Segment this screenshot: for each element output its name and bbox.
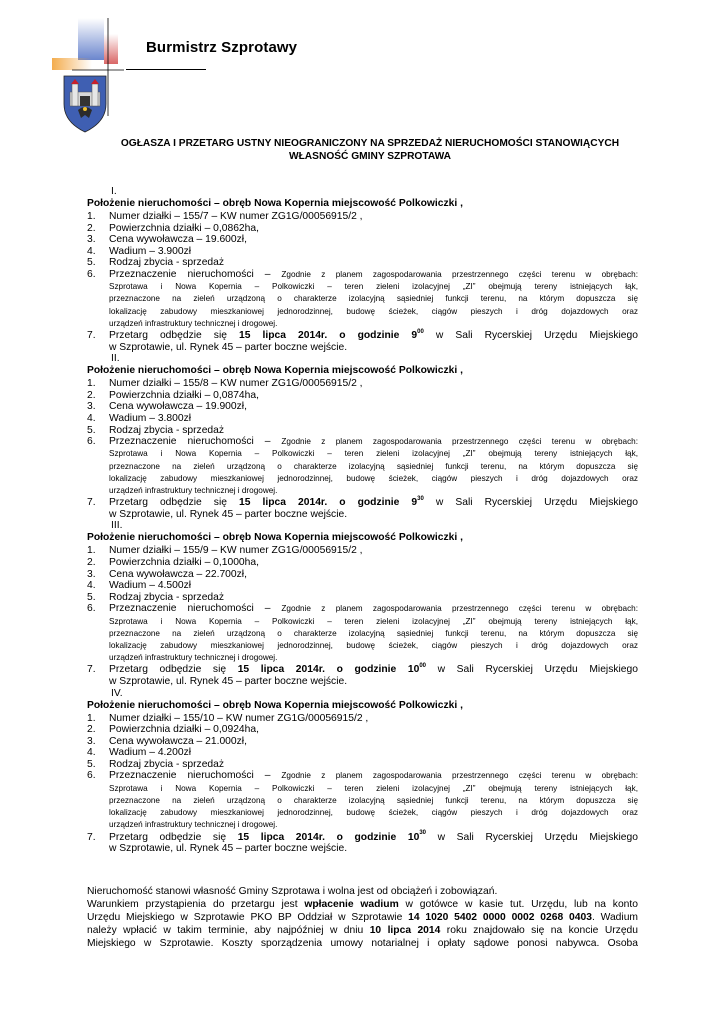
- bank-account-number: 14 1020 5402 0000 0002 0268 0403: [408, 911, 592, 923]
- list-item-deposit: [87, 413, 638, 425]
- item-text: Wadium – 4.200zł: [109, 747, 192, 759]
- closing-text: w gotówce w kasie tut. Urzędu, lub na konto: [398, 898, 638, 910]
- item-text: Numer działki – 155/9 – KW numer ZG1G/00056915/2 ,: [109, 545, 363, 557]
- list-number: 4.: [87, 412, 96, 424]
- list-number: 7.: [87, 329, 96, 341]
- list-item-purpose: [87, 436, 638, 497]
- list-item-purpose: [87, 770, 638, 831]
- auction-hour: 10: [407, 664, 420, 676]
- purpose-line-3: przeznaczone na zieleń urządzoną o charakterze izolacyjną sąsiedniej funkcji terenu, na którym dopuszcza się: [109, 294, 638, 304]
- list-number: 3.: [87, 568, 96, 580]
- headline-line-2: WŁASNOŚĆ GMINY SZPROTAWA: [288, 151, 452, 162]
- section-numeral: II.: [111, 353, 120, 365]
- deposit-deadline: 10 lipca 2014: [369, 924, 441, 936]
- auction-line-1: [109, 330, 638, 342]
- list-item-plot-number: [87, 211, 638, 223]
- item-text: Cena wywoławcza – 19.600zł,: [109, 234, 247, 246]
- szprotawa-crest-logo: [52, 18, 124, 138]
- closing-text: . Wadium: [591, 911, 638, 923]
- list-number: 2.: [87, 556, 96, 568]
- auction-line-1: [109, 664, 638, 676]
- item-text: Cena wywoławcza – 21.000zł,: [109, 735, 247, 747]
- purpose-text: Zgodnie z planem zagospodarowania przestrzennego części terenu w obrębach:: [281, 269, 638, 279]
- purpose-line-2: Szprotawa i Nowa Kopernia – Polkowiczki – teren zieleni izolacyjnej „ZI” obejmują tereny istniejących łąk,: [109, 616, 638, 626]
- list-number: 7.: [87, 664, 96, 676]
- item-text: Wadium – 4.500zł: [109, 580, 192, 592]
- property-section: [87, 186, 638, 353]
- item-text: Powierzchnia działki – 0,1000ha,: [109, 556, 259, 568]
- auction-date-text: 15 lipca 2014r. o godzinie: [239, 497, 412, 509]
- list-item-area: [87, 223, 638, 235]
- list-number: 3.: [87, 401, 96, 413]
- item-text: Rodzaj zbycia - sprzedaż: [109, 257, 225, 269]
- purpose-line-5: urządzeń infrastruktury technicznej i drogowej.: [109, 318, 278, 328]
- list-item-deposit: [87, 246, 638, 258]
- list-item-auction-date: [87, 330, 638, 353]
- list-item-auction-date: [87, 832, 638, 855]
- auction-text: Przetarg odbędzie się: [109, 664, 238, 676]
- section-title: Położenie nieruchomości – obręb Nowa Kopernia miejscowość Polkowiczki ,: [87, 699, 463, 711]
- closing-line-3: [87, 912, 638, 925]
- purpose-line-5: urządzeń infrastruktury technicznej i drogowej.: [109, 653, 278, 663]
- item-text: Powierzchnia działki – 0,0874ha,: [109, 389, 259, 401]
- item-text: Rodzaj zbycia - sprzedaż: [109, 424, 225, 436]
- list-number: 4.: [87, 245, 96, 257]
- list-number: 4.: [87, 580, 96, 592]
- list-number: 7.: [87, 831, 96, 843]
- list-item-auction-date: [87, 497, 638, 520]
- item-text: Wadium – 3.900zł: [109, 245, 192, 257]
- purpose-line-3: przeznaczone na zieleń urządzoną o charakterze izolacyjną sąsiedniej funkcji terenu, na którym dopuszcza się: [109, 628, 638, 638]
- closing-line-1: Nieruchomość stanowi własność Gminy Szprotawa i wolna jest od obciążeń i zobowiązań.: [87, 886, 498, 897]
- list-item-plot-number: [87, 378, 638, 390]
- auction-date: [239, 497, 424, 508]
- closing-text: Urzędu Miejskiego w Szprotawie PKO BP Oddział w Szprotawie: [87, 911, 409, 923]
- list-number: 4.: [87, 747, 96, 759]
- closing-line-2: [87, 899, 638, 912]
- closing-line-5: Miejskiego w Szprotawie. Koszty sporządzenia umowy notarialnej i opłaty sądowe ponosi nabywca. Osoba: [87, 937, 638, 949]
- list-number: 5.: [87, 257, 96, 269]
- purpose-line-1: [109, 269, 638, 281]
- list-number: 6.: [87, 770, 96, 782]
- section-numeral: IV.: [111, 687, 123, 699]
- item-text: Numer działki – 155/8 – KW numer ZG1G/00056915/2 ,: [109, 378, 363, 390]
- section-numeral: III.: [111, 520, 123, 532]
- purpose-line-4: lokalizację zabudowy mieszkaniowej jednorodzinnej, budowę ścieżek, ciągów pieszych i dróg dojazdowych oraz: [109, 473, 638, 483]
- list-item-price: [87, 736, 638, 748]
- list-number: 6.: [87, 603, 96, 615]
- list-number: 3.: [87, 234, 96, 246]
- mayor-title: Burmistrz Szprotawy: [146, 39, 298, 56]
- auction-date-text: 15 lipca 2014r. o godzinie: [237, 664, 408, 676]
- purpose-lead: Przeznaczenie nieruchomości –: [109, 603, 282, 615]
- item-text: Rodzaj zbycia - sprzedaż: [109, 758, 225, 770]
- auction-minutes: 00: [419, 662, 427, 669]
- list-number: 3.: [87, 735, 96, 747]
- list-item-purpose: [87, 269, 638, 330]
- property-section: [87, 353, 638, 520]
- auction-hour: 9: [411, 497, 418, 509]
- purpose-text: Zgodnie z planem zagospodarowania przestrzennego części terenu w obrębach:: [281, 604, 638, 614]
- item-text: Powierzchnia działki – 0,0862ha,: [109, 222, 259, 234]
- list-item-price: [87, 569, 638, 581]
- auction-location: w Sali Rycerskiej Urzędu Miejskiego: [426, 831, 638, 843]
- auction-line-2: w Szprotawie, ul. Rynek 45 – parter boczne wejście.: [109, 341, 348, 353]
- list-item-purpose: [87, 603, 638, 664]
- list-item-area: [87, 724, 638, 736]
- document-body: [87, 186, 638, 855]
- purpose-line-1: [109, 436, 638, 448]
- purpose-line-2: Szprotawa i Nowa Kopernia – Polkowiczki – teren zieleni izolacyjnej „ZI” obejmują tereny istniejących łąk,: [109, 449, 638, 459]
- property-section: [87, 520, 638, 687]
- item-text: Rodzaj zbycia - sprzedaż: [109, 591, 225, 603]
- closing-text: roku znajdowało się na koncie Urzędu: [440, 924, 639, 936]
- auction-location: w Sali Rycerskiej Urzędu Miejskiego: [423, 329, 638, 341]
- list-number: 5.: [87, 591, 96, 603]
- purpose-line-5: urządzeń infrastruktury technicznej i drogowej.: [109, 820, 278, 830]
- auction-text: Przetarg odbędzie się: [109, 497, 240, 509]
- list-item-sale-type: [87, 425, 638, 437]
- auction-text: Przetarg odbędzie się: [109, 329, 240, 341]
- closing-line-4: [87, 925, 638, 938]
- purpose-line-2: Szprotawa i Nowa Kopernia – Polkowiczki – teren zieleni izolacyjnej „ZI” obejmują tereny istniejących łąk,: [109, 282, 638, 292]
- header-rule: [126, 69, 206, 70]
- purpose-line-2: Szprotawa i Nowa Kopernia – Polkowiczki – teren zieleni izolacyjnej „ZI” obejmują tereny istniejących łąk,: [109, 783, 638, 793]
- auction-location: w Sali Rycerskiej Urzędu Miejskiego: [426, 664, 638, 676]
- item-text: Numer działki – 155/7 – KW numer ZG1G/00056915/2 ,: [109, 211, 363, 222]
- purpose-line-5: urządzeń infrastruktury technicznej i drogowej.: [109, 485, 278, 495]
- auction-hour: 10: [407, 831, 420, 843]
- headline-line-1: OGŁASZA I PRZETARG USTNY NIEOGRANICZONY NA SPRZEDAŻ NIERUCHOMOŚCI STANOWIĄCYCH: [120, 138, 620, 149]
- purpose-line-3: przeznaczone na zieleń urządzoną o charakterze izolacyjną sąsiedniej funkcji terenu, na którym dopuszcza się: [109, 461, 638, 471]
- list-number: 1.: [87, 712, 96, 724]
- list-number: 2.: [87, 222, 96, 234]
- list-item-sale-type: [87, 592, 638, 604]
- auction-date-text: 15 lipca 2014r. o godzinie: [237, 831, 408, 843]
- list-item-price: [87, 401, 638, 413]
- list-number: 7.: [87, 497, 96, 509]
- auction-date: [239, 330, 424, 341]
- auction-date-text: 15 lipca 2014r. o godzinie: [239, 329, 412, 341]
- list-item-deposit: [87, 747, 638, 759]
- auction-date: [238, 832, 426, 843]
- list-number: 1.: [87, 545, 96, 557]
- list-number: 5.: [87, 758, 96, 770]
- closing-emphasis: wpłacenie wadium: [304, 898, 399, 910]
- list-number: 6.: [87, 268, 96, 280]
- purpose-line-1: [109, 770, 638, 782]
- list-number: 1.: [87, 378, 96, 390]
- auction-line-2: w Szprotawie, ul. Rynek 45 – parter boczne wejście.: [109, 508, 348, 520]
- item-text: Cena wywoławcza – 22.700zł,: [109, 568, 247, 580]
- purpose-lead: Przeznaczenie nieruchomości –: [109, 436, 282, 448]
- item-text: Wadium – 3.800zł: [109, 412, 192, 424]
- list-item-deposit: [87, 580, 638, 592]
- auction-date: [238, 664, 426, 675]
- auction-line-2: w Szprotawie, ul. Rynek 45 – parter boczne wejście.: [109, 675, 348, 687]
- purpose-line-4: lokalizację zabudowy mieszkaniowej jednorodzinnej, budowę ścieżek, ciągów pieszych i dróg dojazdowych oraz: [109, 306, 638, 316]
- list-number: 5.: [87, 424, 96, 436]
- list-item-sale-type: [87, 759, 638, 771]
- list-item-area: [87, 390, 638, 402]
- purpose-text: Zgodnie z planem zagospodarowania przestrzennego części terenu w obrębach:: [281, 771, 638, 781]
- list-item-plot-number: [87, 713, 638, 725]
- item-text: Powierzchnia działki – 0,0924ha,: [109, 724, 259, 736]
- closing-paragraph: [87, 886, 638, 951]
- list-number: 1.: [87, 211, 96, 222]
- purpose-line-4: lokalizację zabudowy mieszkaniowej jednorodzinnej, budowę ścieżek, ciągów pieszych i dróg dojazdowych oraz: [109, 640, 638, 650]
- purpose-lead: Przeznaczenie nieruchomości –: [109, 268, 282, 280]
- auction-text: Przetarg odbędzie się: [109, 831, 238, 843]
- auction-line-1: [109, 832, 638, 844]
- auction-minutes: 00: [417, 328, 424, 335]
- closing-text: Warunkiem przystąpienia do przetargu jest: [87, 898, 305, 910]
- auction-line-2: w Szprotawie, ul. Rynek 45 – parter boczne wejście.: [109, 843, 348, 855]
- auction-line-1: [109, 497, 638, 509]
- purpose-text: Zgodnie z planem zagospodarowania przestrzennego części terenu w obrębach:: [281, 437, 638, 447]
- announcement-headline: [70, 137, 670, 163]
- list-item-sale-type: [87, 257, 638, 269]
- section-numeral: I.: [111, 186, 117, 197]
- item-text: Cena wywoławcza – 19.900zł,: [109, 401, 247, 413]
- list-number: 2.: [87, 389, 96, 401]
- list-item-area: [87, 557, 638, 569]
- auction-minutes: 30: [417, 495, 424, 502]
- property-section: [87, 688, 638, 855]
- list-number: 6.: [87, 436, 96, 448]
- purpose-line-1: [109, 603, 638, 615]
- list-item-price: [87, 234, 638, 246]
- purpose-line-4: lokalizację zabudowy mieszkaniowej jednorodzinnej, budowę ścieżek, ciągów pieszych i dróg dojazdowych oraz: [109, 808, 638, 818]
- auction-location: w Sali Rycerskiej Urzędu Miejskiego: [423, 497, 638, 509]
- purpose-line-3: przeznaczone na zieleń urządzoną o charakterze izolacyjną sąsiedniej funkcji terenu, na którym dopuszcza się: [109, 795, 638, 805]
- list-item-plot-number: [87, 545, 638, 557]
- purpose-lead: Przeznaczenie nieruchomości –: [109, 770, 282, 782]
- list-number: 2.: [87, 724, 96, 736]
- auction-minutes: 30: [419, 830, 427, 837]
- section-title: Położenie nieruchomości – obręb Nowa Kopernia miejscowość Polkowiczki ,: [87, 532, 463, 544]
- auction-hour: 9: [411, 329, 418, 341]
- closing-text: należy wpłacić w takim terminie, aby najpóźniej w dniu: [87, 924, 370, 936]
- section-title: Położenie nieruchomości – obręb Nowa Kopernia miejscowość Polkowiczki ,: [87, 198, 463, 209]
- list-item-auction-date: [87, 664, 638, 687]
- section-title: Położenie nieruchomości – obręb Nowa Kopernia miejscowość Polkowiczki ,: [87, 365, 463, 377]
- item-text: Numer działki – 155/10 – KW numer ZG1G/00056915/2 ,: [109, 712, 369, 724]
